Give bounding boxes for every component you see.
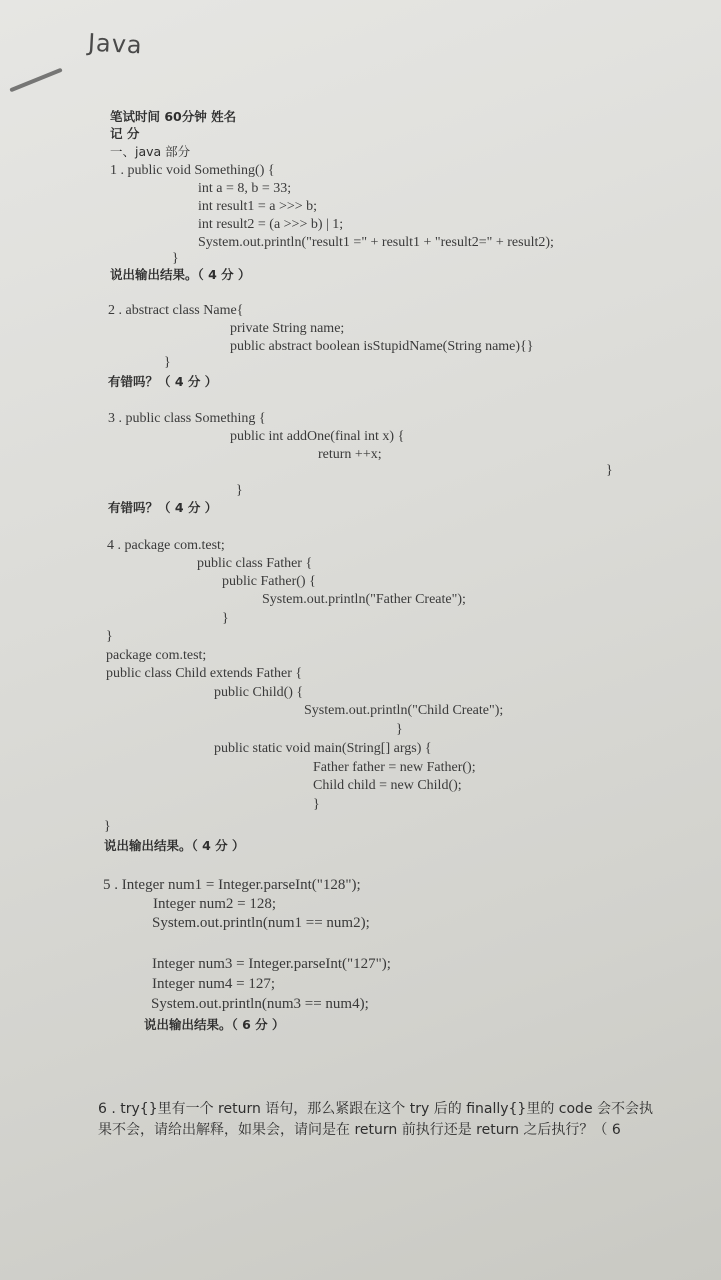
- q3-code-line: public int addOne(final int x) {: [230, 429, 405, 444]
- q4-code-line: 4 . package com.test;: [107, 538, 225, 553]
- q4-code-line: package com.test;: [106, 648, 207, 663]
- q5-code-line: 5 . Integer num1 = Integer.parseInt("128");: [103, 877, 361, 893]
- q4-code-line: public class Child extends Father {: [106, 666, 303, 681]
- pen-stroke-mark: [9, 68, 62, 93]
- q4-code-line: }: [396, 722, 403, 737]
- q2-code-line: }: [164, 355, 171, 370]
- q5-code-line: Integer num2 = 128;: [153, 896, 277, 912]
- q4-code-line: public class Father {: [197, 556, 313, 571]
- q2-code-line: 2 . abstract class Name{: [108, 303, 244, 318]
- q5-code-line: System.out.println(num3 == num4);: [151, 996, 369, 1012]
- exam-header-line2: 记 分: [110, 126, 140, 141]
- q3-code-line: }: [236, 483, 243, 498]
- q3-code-line: return ++x;: [318, 447, 382, 462]
- q5-code-line: System.out.println(num1 == num2);: [152, 915, 370, 931]
- q4-code-line: Child child = new Child();: [313, 778, 462, 793]
- q4-code-line: System.out.println("Child Create");: [304, 703, 504, 718]
- q4-code-line: }: [313, 797, 320, 812]
- q5-code-line: Integer num4 = 127;: [152, 976, 276, 992]
- q5-code-line: Integer num3 = Integer.parseInt("127");: [152, 956, 391, 972]
- q4-code-line: public static void main(String[] args) {: [214, 741, 432, 756]
- q4-code-line: System.out.println("Father Create");: [262, 592, 466, 607]
- q1-code-line: int a = 8, b = 33;: [198, 181, 292, 196]
- q2-code-line: public abstract boolean isStupidName(String name){}: [230, 339, 534, 354]
- q1-code-line: System.out.println("result1 =" + result1 + "result2=" + result2);: [198, 235, 554, 250]
- q4-code-line: }: [104, 819, 111, 834]
- q1-code-line: }: [172, 251, 179, 266]
- q6-question-line2: 果不会，请给出解释，如果会，请问是在 return 前执行还是 return 之后执行？（ 6: [98, 1122, 621, 1138]
- q1-question: 说出输出结果。（ 4 分 ）: [110, 267, 251, 282]
- q5-question: 说出输出结果。（ 6 分 ）: [144, 1017, 285, 1032]
- q2-question: 有错吗？（ 4 分 ）: [108, 374, 218, 389]
- q4-code-line: public Child() {: [214, 685, 304, 700]
- q3-code-line: 3 . public class Something {: [108, 411, 266, 426]
- q3-code-line: }: [606, 463, 613, 478]
- q2-code-line: private String name;: [230, 321, 345, 336]
- q4-code-line: }: [106, 629, 113, 644]
- handwritten-title: Java: [87, 28, 144, 60]
- q4-question: 说出输出结果。（ 4 分 ）: [104, 838, 245, 853]
- q3-question: 有错吗？（ 4 分 ）: [108, 500, 218, 515]
- q4-code-line: Father father = new Father();: [313, 760, 476, 775]
- q1-code-line: int result2 = (a >>> b) | 1;: [198, 217, 344, 232]
- section-title: 一、java 部分: [110, 144, 191, 159]
- q1-code-line: 1 . public void Something() {: [110, 163, 275, 178]
- q1-code-line: int result1 = a >>> b;: [198, 199, 318, 214]
- exam-header-line1: 笔试时间 60分钟 姓名: [110, 109, 237, 124]
- q6-question-line1: 6 . try{}里有一个 return 语句，那么紧跟在这个 try 后的 finally{}里的 code 会不会执: [98, 1101, 654, 1117]
- q4-code-line: }: [222, 611, 229, 626]
- q4-code-line: public Father() {: [222, 574, 316, 589]
